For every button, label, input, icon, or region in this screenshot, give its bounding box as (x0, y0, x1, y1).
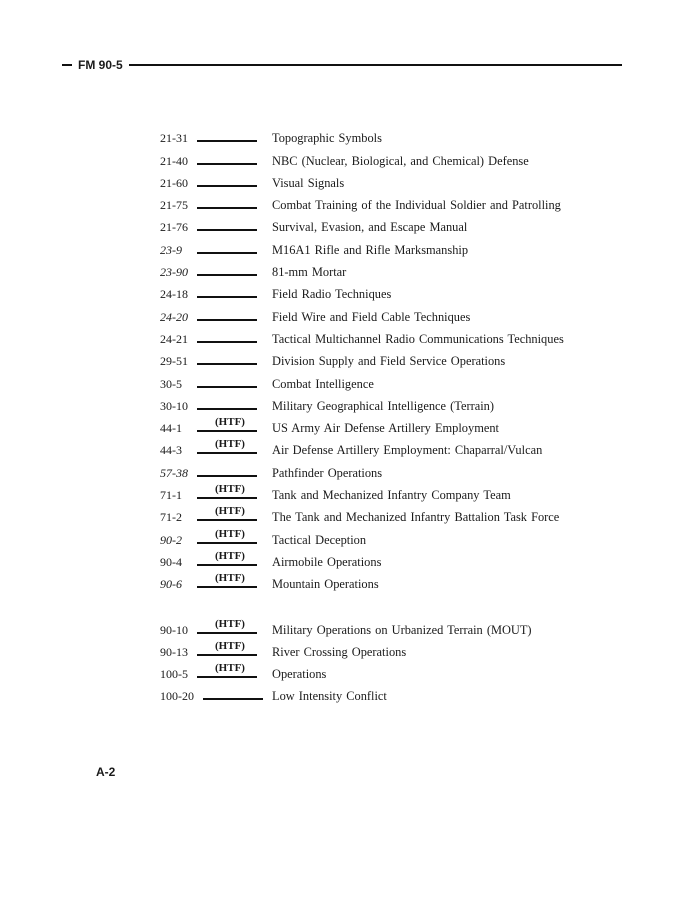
reference-number: 57-38 (160, 465, 188, 480)
reference-row (160, 663, 630, 685)
blank-line (197, 430, 257, 432)
htf-marker: (HTF) (215, 527, 245, 540)
page-number: A-2 (96, 765, 116, 779)
reference-number: 21-75 (160, 198, 188, 213)
reference-number: 90-2 (160, 532, 182, 547)
reference-row (160, 417, 630, 439)
reference-number: 21-60 (160, 175, 188, 190)
blank-line (197, 475, 257, 477)
reference-title: Airmobile Operations (272, 554, 382, 569)
header-dash (62, 64, 72, 66)
reference-title: US Army Air Defense Artillery Employment (272, 421, 499, 436)
reference-number: 44-3 (160, 443, 182, 458)
reference-title: Combat Training of the Individual Soldier and Patrolling (272, 198, 561, 213)
htf-marker: (HTF) (215, 662, 245, 675)
reference-title: Air Defense Artillery Employment: Chaparral/Vulcan (272, 443, 543, 458)
reference-title: Low Intensity Conflict (272, 689, 387, 704)
reference-title: M16A1 Rifle and Rifle Marksmanship (272, 242, 469, 257)
blank-line (197, 676, 257, 678)
reference-title: Military Operations on Urbanized Terrain (MOUT) (272, 622, 532, 637)
blank-line (197, 296, 257, 298)
reference-row (160, 528, 630, 550)
reference-number: 23-9 (160, 242, 182, 257)
reference-title: The Tank and Mechanized Infantry Battalion Task Force (272, 510, 560, 525)
htf-marker: (HTF) (215, 505, 245, 518)
reference-row (160, 127, 630, 149)
blank-line (197, 542, 257, 544)
reference-number: 90-13 (160, 644, 188, 659)
reference-number: 71-1 (160, 488, 182, 503)
reference-number: 71-2 (160, 510, 182, 525)
blank-line (197, 452, 257, 454)
blank-line (197, 185, 257, 187)
reference-title: Mountain Operations (272, 577, 379, 592)
reference-row (160, 350, 630, 372)
reference-title: Pathfinder Operations (272, 465, 383, 480)
reference-title: River Crossing Operations (272, 644, 407, 659)
reference-number: 21-40 (160, 153, 188, 168)
reference-title: Tank and Mechanized Infantry Company Team (272, 488, 511, 503)
reference-row (160, 149, 630, 171)
blank-line (197, 363, 257, 365)
reference-row (160, 641, 630, 663)
reference-number: 23-90 (160, 265, 188, 280)
reference-number: 44-1 (160, 421, 182, 436)
blank-line (197, 229, 257, 231)
reference-title: Topographic Symbols (272, 131, 382, 146)
blank-line (203, 698, 263, 700)
blank-line (197, 519, 257, 521)
reference-title: Field Radio Techniques (272, 287, 392, 302)
page-header (62, 56, 622, 74)
reference-row (160, 194, 630, 216)
htf-marker: (HTF) (215, 572, 245, 585)
reference-number: 24-18 (160, 287, 188, 302)
reference-row (160, 618, 630, 640)
blank-line (197, 252, 257, 254)
blank-line (197, 274, 257, 276)
reference-title: NBC (Nuclear, Biological, and Chemical) Defense (272, 153, 529, 168)
blank-line (197, 654, 257, 656)
reference-title: Combat Intelligence (272, 376, 374, 391)
blank-line (197, 207, 257, 209)
htf-marker: (HTF) (215, 438, 245, 451)
blank-line (197, 408, 257, 410)
htf-marker: (HTF) (215, 549, 245, 562)
reference-number: 21-76 (160, 220, 188, 235)
reference-row (160, 484, 630, 506)
blank-line (197, 140, 257, 142)
reference-title: Field Wire and Field Cable Techniques (272, 309, 471, 324)
reference-number: 24-20 (160, 309, 188, 324)
reference-row (160, 372, 630, 394)
reference-number: 100-5 (160, 667, 188, 682)
header-rule (129, 64, 622, 66)
reference-title: Visual Signals (272, 175, 345, 190)
reference-row (160, 261, 630, 283)
reference-number: 90-10 (160, 622, 188, 637)
reference-row (160, 172, 630, 194)
reference-row (160, 551, 630, 573)
reference-row (160, 328, 630, 350)
reference-number: 21-31 (160, 131, 188, 146)
reference-row (160, 216, 630, 238)
htf-marker: (HTF) (215, 639, 245, 652)
reference-number: 30-10 (160, 398, 188, 413)
blank-line (197, 386, 257, 388)
reference-row (160, 238, 630, 260)
reference-row (160, 305, 630, 327)
manual-designation: FM 90-5 (78, 58, 123, 72)
reference-title: Military Geographical Intelligence (Terrain) (272, 398, 494, 413)
htf-marker: (HTF) (215, 483, 245, 496)
reference-row (160, 573, 630, 595)
htf-marker: (HTF) (215, 416, 245, 429)
reference-row (160, 439, 630, 461)
reference-number: 100-20 (160, 689, 194, 704)
blank-line (197, 319, 257, 321)
blank-line (197, 497, 257, 499)
reference-number: 90-6 (160, 577, 182, 592)
reference-list (160, 127, 630, 707)
reference-title: Operations (272, 667, 327, 682)
reference-title: Division Supply and Field Service Operations (272, 354, 506, 369)
reference-number: 30-5 (160, 376, 182, 391)
blank-line (197, 341, 257, 343)
reference-number: 24-21 (160, 331, 188, 346)
blank-line (197, 586, 257, 588)
blank-line (197, 632, 257, 634)
blank-line (197, 564, 257, 566)
reference-title: 81-mm Mortar (272, 265, 347, 280)
reference-number: 90-4 (160, 554, 182, 569)
reference-row (160, 685, 630, 707)
reference-row (160, 283, 630, 305)
reference-number: 29-51 (160, 354, 188, 369)
reference-title: Tactical Deception (272, 532, 367, 547)
htf-marker: (HTF) (215, 617, 245, 630)
reference-row (160, 506, 630, 528)
blank-line (197, 163, 257, 165)
reference-row (160, 461, 630, 483)
reference-title: Survival, Evasion, and Escape Manual (272, 220, 468, 235)
reference-title: Tactical Multichannel Radio Communications Techniques (272, 331, 564, 346)
reference-row (160, 395, 630, 417)
